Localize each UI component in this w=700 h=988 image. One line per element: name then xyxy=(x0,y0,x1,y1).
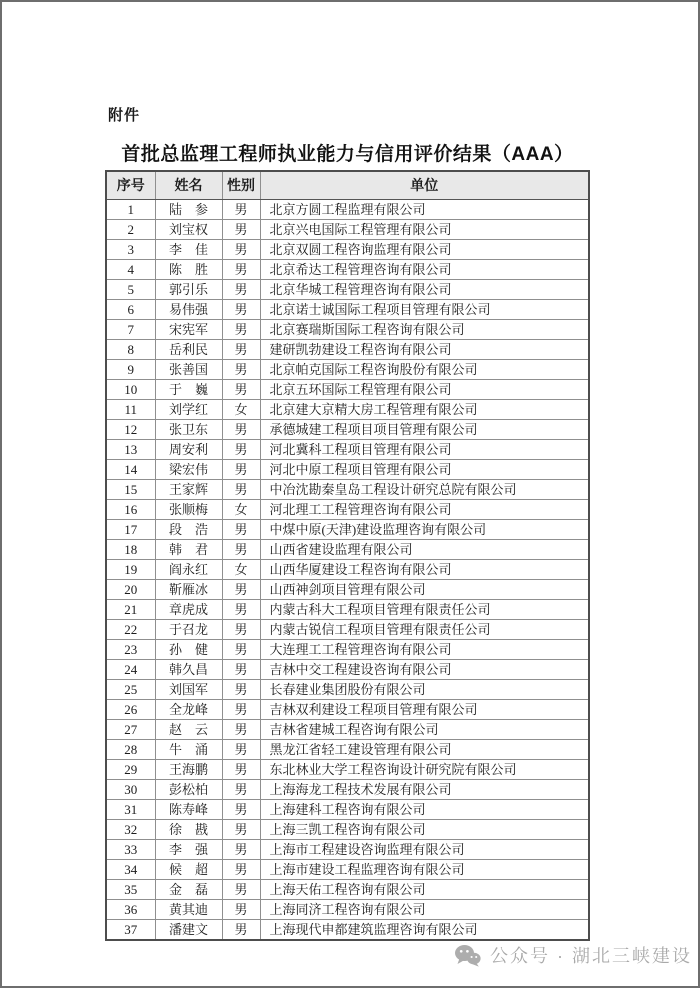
cell-name: 徐 戡 xyxy=(155,819,222,839)
table-row xyxy=(106,519,589,539)
cell-no: 2 xyxy=(106,219,155,239)
cell-unit: 东北林业大学工程咨询设计研究院有限公司 xyxy=(260,759,589,779)
cell-gender: 男 xyxy=(222,739,260,759)
cell-no: 8 xyxy=(106,339,155,359)
table-row xyxy=(106,639,589,659)
cell-name: 岳利民 xyxy=(155,339,222,359)
cell-gender: 女 xyxy=(222,559,260,579)
table-row xyxy=(106,899,589,919)
table-row xyxy=(106,679,589,699)
table-row xyxy=(106,359,589,379)
cell-no: 29 xyxy=(106,759,155,779)
cell-gender: 男 xyxy=(222,359,260,379)
cell-unit: 山西神剑项目管理有限公司 xyxy=(260,579,589,599)
cell-name: 潘建文 xyxy=(155,919,222,940)
attachment-label: 附件 xyxy=(108,107,141,124)
cell-no: 36 xyxy=(106,899,155,919)
cell-name: 韩久昌 xyxy=(155,659,222,679)
cell-no: 28 xyxy=(106,739,155,759)
cell-gender: 男 xyxy=(222,699,260,719)
table-row xyxy=(106,459,589,479)
cell-no: 31 xyxy=(106,799,155,819)
cell-name: 王家辉 xyxy=(155,479,222,499)
cell-gender: 男 xyxy=(222,339,260,359)
cell-no: 18 xyxy=(106,539,155,559)
cell-name: 候 超 xyxy=(155,859,222,879)
cell-unit: 上海建科工程咨询有限公司 xyxy=(260,799,589,819)
cell-gender: 男 xyxy=(222,879,260,899)
header-gender: 性别 xyxy=(222,171,260,199)
cell-unit: 北京帕克国际工程咨询股份有限公司 xyxy=(260,359,589,379)
cell-name: 王海鹏 xyxy=(155,759,222,779)
cell-no: 19 xyxy=(106,559,155,579)
table-row xyxy=(106,599,589,619)
table-row xyxy=(106,879,589,899)
cell-name: 韩 君 xyxy=(155,539,222,559)
cell-gender: 男 xyxy=(222,239,260,259)
table-row xyxy=(106,419,589,439)
cell-name: 周安利 xyxy=(155,439,222,459)
cell-no: 16 xyxy=(106,499,155,519)
cell-no: 24 xyxy=(106,659,155,679)
cell-unit: 内蒙古科大工程项目管理有限责任公司 xyxy=(260,599,589,619)
table-row xyxy=(106,319,589,339)
table-row xyxy=(106,719,589,739)
table-row xyxy=(106,379,589,399)
cell-name: 刘国军 xyxy=(155,679,222,699)
cell-unit: 北京华城工程管理咨询有限公司 xyxy=(260,279,589,299)
cell-gender: 男 xyxy=(222,519,260,539)
table-row xyxy=(106,299,589,319)
cell-unit: 上海天佑工程咨询有限公司 xyxy=(260,879,589,899)
cell-name: 赵 云 xyxy=(155,719,222,739)
cell-gender: 男 xyxy=(222,219,260,239)
cell-gender: 男 xyxy=(222,259,260,279)
cell-no: 1 xyxy=(106,199,155,219)
cell-no: 21 xyxy=(106,599,155,619)
table-body xyxy=(106,199,589,940)
cell-unit: 北京建大京精大房工程管理有限公司 xyxy=(260,399,589,419)
cell-gender: 女 xyxy=(222,499,260,519)
table-row xyxy=(106,779,589,799)
cell-name: 陈寿峰 xyxy=(155,799,222,819)
cell-gender: 男 xyxy=(222,479,260,499)
cell-gender: 男 xyxy=(222,299,260,319)
header-no: 序号 xyxy=(106,171,155,199)
cell-name: 刘学红 xyxy=(155,399,222,419)
cell-gender: 男 xyxy=(222,659,260,679)
cell-unit: 河北冀科工程项目管理有限公司 xyxy=(260,439,589,459)
cell-name: 梁宏伟 xyxy=(155,459,222,479)
cell-name: 金 磊 xyxy=(155,879,222,899)
table-row xyxy=(106,739,589,759)
cell-unit: 北京方圆工程监理有限公司 xyxy=(260,199,589,219)
table-row xyxy=(106,339,589,359)
cell-unit: 黑龙江省轻工建设管理有限公司 xyxy=(260,739,589,759)
cell-gender: 男 xyxy=(222,819,260,839)
table-row xyxy=(106,499,589,519)
table-row xyxy=(106,799,589,819)
table-row xyxy=(106,859,589,879)
table-row xyxy=(106,579,589,599)
cell-no: 3 xyxy=(106,239,155,259)
table-header xyxy=(106,171,589,199)
cell-no: 34 xyxy=(106,859,155,879)
cell-unit: 吉林中交工程建设咨询有限公司 xyxy=(260,659,589,679)
table-row xyxy=(106,659,589,679)
cell-no: 13 xyxy=(106,439,155,459)
cell-no: 11 xyxy=(106,399,155,419)
table-row xyxy=(106,919,589,940)
table-row xyxy=(106,219,589,239)
cell-name: 张卫东 xyxy=(155,419,222,439)
cell-name: 于召龙 xyxy=(155,619,222,639)
cell-gender: 男 xyxy=(222,419,260,439)
cell-gender: 男 xyxy=(222,599,260,619)
cell-name: 刘宝权 xyxy=(155,219,222,239)
cell-no: 20 xyxy=(106,579,155,599)
table-row xyxy=(106,619,589,639)
header-unit: 单位 xyxy=(260,171,589,199)
cell-no: 27 xyxy=(106,719,155,739)
cell-unit: 承德城建工程项目项目管理有限公司 xyxy=(260,419,589,439)
cell-gender: 男 xyxy=(222,779,260,799)
cell-no: 12 xyxy=(106,419,155,439)
cell-unit: 上海海龙工程技术发展有限公司 xyxy=(260,779,589,799)
cell-gender: 男 xyxy=(222,919,260,940)
table-row xyxy=(106,759,589,779)
cell-gender: 女 xyxy=(222,399,260,419)
cell-no: 4 xyxy=(106,259,155,279)
cell-unit: 中冶沈勘秦皇岛工程设计研究总院有限公司 xyxy=(260,479,589,499)
cell-unit: 吉林双利建设工程项目管理有限公司 xyxy=(260,699,589,719)
cell-unit: 北京赛瑞斯国际工程咨询有限公司 xyxy=(260,319,589,339)
cell-gender: 男 xyxy=(222,199,260,219)
cell-name: 阎永红 xyxy=(155,559,222,579)
cell-no: 37 xyxy=(106,919,155,940)
cell-no: 26 xyxy=(106,699,155,719)
table-row xyxy=(106,259,589,279)
cell-unit: 北京兴电国际工程管理有限公司 xyxy=(260,219,589,239)
cell-no: 15 xyxy=(106,479,155,499)
cell-name: 易伟强 xyxy=(155,299,222,319)
cell-gender: 男 xyxy=(222,799,260,819)
cell-gender: 男 xyxy=(222,899,260,919)
cell-gender: 男 xyxy=(222,319,260,339)
cell-unit: 上海同济工程咨询有限公司 xyxy=(260,899,589,919)
cell-no: 6 xyxy=(106,299,155,319)
evaluation-results-table xyxy=(105,170,590,941)
cell-unit: 上海三凯工程咨询有限公司 xyxy=(260,819,589,839)
table-header-row xyxy=(106,171,589,199)
table-row xyxy=(106,279,589,299)
cell-name: 孙 健 xyxy=(155,639,222,659)
cell-no: 5 xyxy=(106,279,155,299)
cell-gender: 男 xyxy=(222,719,260,739)
cell-name: 段 浩 xyxy=(155,519,222,539)
cell-unit: 上海市工程建设咨询监理有限公司 xyxy=(260,839,589,859)
cell-unit: 吉林省建城工程咨询有限公司 xyxy=(260,719,589,739)
table-row xyxy=(106,539,589,559)
table-row xyxy=(106,699,589,719)
cell-name: 陆 参 xyxy=(155,199,222,219)
cell-gender: 男 xyxy=(222,639,260,659)
table-row xyxy=(106,199,589,219)
cell-no: 22 xyxy=(106,619,155,639)
cell-name: 李 强 xyxy=(155,839,222,859)
cell-no: 7 xyxy=(106,319,155,339)
cell-name: 靳雁冰 xyxy=(155,579,222,599)
cell-name: 黄其迪 xyxy=(155,899,222,919)
cell-gender: 男 xyxy=(222,859,260,879)
cell-unit: 大连理工工程管理咨询有限公司 xyxy=(260,639,589,659)
table-row xyxy=(106,559,589,579)
cell-name: 宋宪军 xyxy=(155,319,222,339)
wechat-icon xyxy=(454,944,481,967)
cell-name: 于 巍 xyxy=(155,379,222,399)
cell-no: 25 xyxy=(106,679,155,699)
cell-gender: 男 xyxy=(222,839,260,859)
cell-unit: 北京希达工程管理咨询有限公司 xyxy=(260,259,589,279)
cell-no: 10 xyxy=(106,379,155,399)
cell-unit: 北京诺士诚国际工程项目管理有限公司 xyxy=(260,299,589,319)
cell-name: 全龙峰 xyxy=(155,699,222,719)
cell-unit: 建研凯勃建设工程咨询有限公司 xyxy=(260,339,589,359)
cell-gender: 男 xyxy=(222,759,260,779)
table-row xyxy=(106,479,589,499)
page-title: 首批总监理工程师执业能力与信用评价结果（AAA） xyxy=(121,144,574,165)
cell-no: 33 xyxy=(106,839,155,859)
cell-unit: 山西省建设监理有限公司 xyxy=(260,539,589,559)
cell-unit: 上海市建设工程监理咨询有限公司 xyxy=(260,859,589,879)
cell-gender: 男 xyxy=(222,619,260,639)
cell-gender: 男 xyxy=(222,279,260,299)
cell-name: 牛 涌 xyxy=(155,739,222,759)
cell-no: 32 xyxy=(106,819,155,839)
cell-name: 张顺梅 xyxy=(155,499,222,519)
cell-name: 李 佳 xyxy=(155,239,222,259)
cell-no: 30 xyxy=(106,779,155,799)
cell-gender: 男 xyxy=(222,439,260,459)
cell-unit: 山西华厦建设工程咨询有限公司 xyxy=(260,559,589,579)
cell-unit: 中煤中原(天津)建设监理咨询有限公司 xyxy=(260,519,589,539)
cell-unit: 河北中原工程项目管理有限公司 xyxy=(260,459,589,479)
table-row xyxy=(106,439,589,459)
table-row xyxy=(106,239,589,259)
cell-gender: 男 xyxy=(222,579,260,599)
cell-name: 张善国 xyxy=(155,359,222,379)
cell-name: 彭松柏 xyxy=(155,779,222,799)
cell-gender: 男 xyxy=(222,679,260,699)
table-row xyxy=(106,839,589,859)
table-row xyxy=(106,399,589,419)
cell-gender: 男 xyxy=(222,379,260,399)
table-row xyxy=(106,819,589,839)
cell-name: 郭引乐 xyxy=(155,279,222,299)
cell-unit: 北京五环国际工程管理有限公司 xyxy=(260,379,589,399)
cell-gender: 男 xyxy=(222,459,260,479)
cell-no: 14 xyxy=(106,459,155,479)
cell-unit: 上海现代申都建筑监理咨询有限公司 xyxy=(260,919,589,940)
watermark xyxy=(454,942,692,968)
cell-unit: 内蒙古锐信工程项目管理有限责任公司 xyxy=(260,619,589,639)
watermark-text: 公众号 · 湖北三峡建设 xyxy=(490,946,692,966)
header-name: 姓名 xyxy=(155,171,222,199)
cell-no: 35 xyxy=(106,879,155,899)
cell-unit: 河北理工工程管理咨询有限公司 xyxy=(260,499,589,519)
cell-no: 9 xyxy=(106,359,155,379)
cell-name: 陈 胜 xyxy=(155,259,222,279)
cell-unit: 长春建业集团股份有限公司 xyxy=(260,679,589,699)
cell-gender: 男 xyxy=(222,539,260,559)
cell-no: 17 xyxy=(106,519,155,539)
cell-no: 23 xyxy=(106,639,155,659)
cell-name: 章虎成 xyxy=(155,599,222,619)
cell-unit: 北京双圆工程咨询监理有限公司 xyxy=(260,239,589,259)
